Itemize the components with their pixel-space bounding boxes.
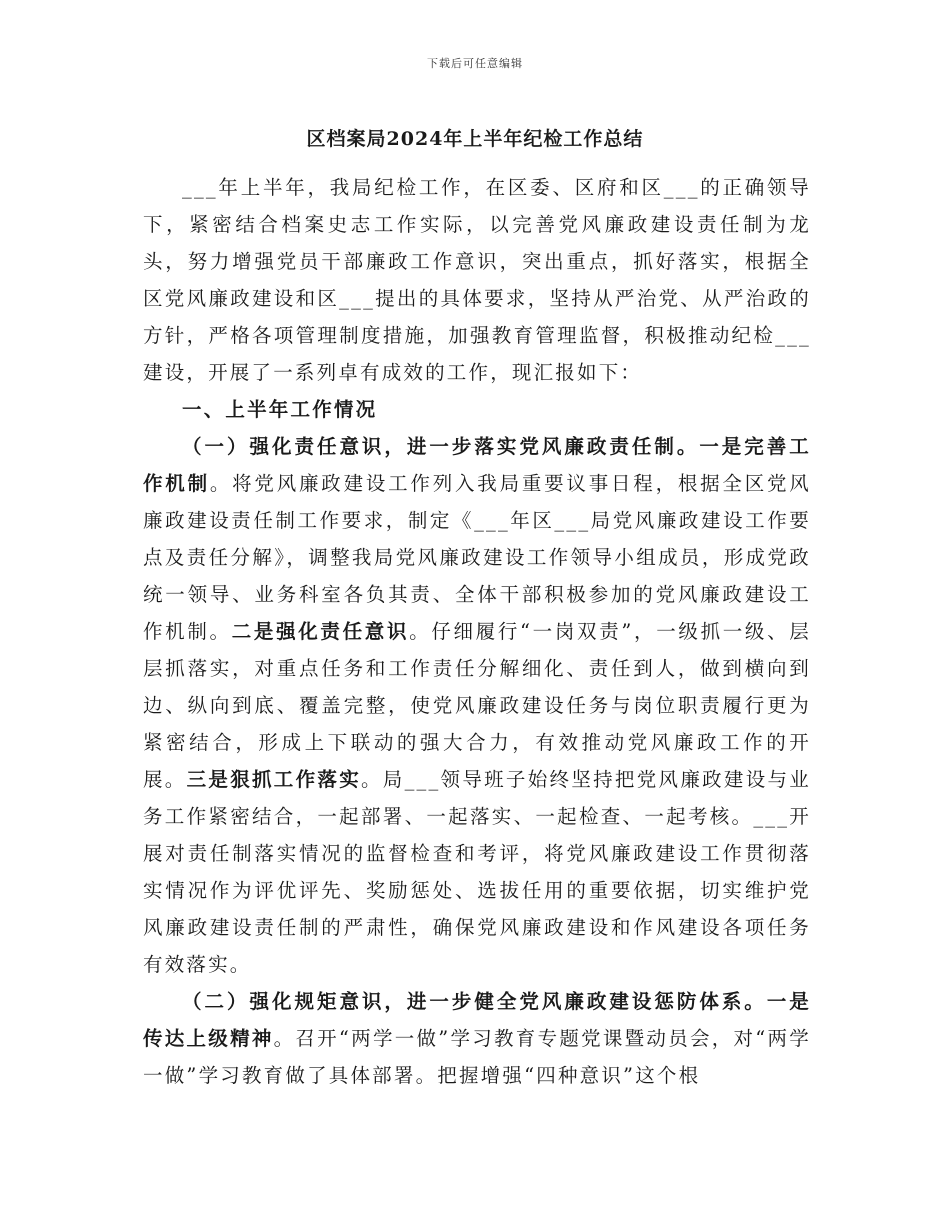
subpoint-heading: 一是完善工作机制 [143, 435, 811, 495]
section-heading [143, 391, 811, 428]
header-note: 下载后可任意编辑 [427, 57, 523, 70]
paragraph-rules [143, 983, 811, 1094]
intro-paragraph: ___年上半年，我局纪检工作，在区委、区府和区___的正确领导下，紧密结合档案史志工作实际，以完善党风廉政建设责任制为龙头，努力增强党员干部廉政工作意识，突出重点，抓好落实，根据全区党风廉政建设和区___提出的具体要求，坚持从严治党、从严治政的方针，严格各项管理制度措施，加强教育管理监督，积极推动纪检___建设，开展了一系列卓有成效的工作，现汇报如下： [143, 176, 811, 384]
paragraph-text: 。将党风廉政建设工作列入我局重要议事日程，根据全区党风廉政建设责任制工作要求，制定《___年区___局党风廉政建设工作要点及责任分解》，调整我局党风廉政建设工作领导小组成员，形成党政统一领导、业务科室各负其责、全体干部积极参加的党风廉政建设工作机制。 [143, 472, 811, 643]
paragraph-heading: （二）强化规矩意识，进一步健全党风廉政建设惩防体系。 [182, 990, 767, 1013]
paragraph-text: 。召开“两学一做”学习教育专题党课暨动员会，对“两学一做”学习教育做了具体部署。把握增强“四种意识”这个根 [143, 1027, 811, 1087]
paragraph-text: 。仔细履行“一岗双责”，一级抓一级、层层抓落实，对重点任务和工作责任分解细化、责任到人，做到横向到边、纵向到底、覆盖完整，使党风廉政建设任务与岗位职责履行更为紧密结合，形成上下联动的强大合力，有效推动党风廉政工作的开展。 [143, 620, 811, 791]
paragraph-responsibility [143, 428, 811, 983]
paragraph-text: 。局___领导班子始终坚持把党风廉政建设与业务工作紧密结合，一起部署、一起落实、一起检查、一起考核。___开展对责任制落实情况的监督检查和考评，将党风廉政建设工作贯彻落实情况作为评优评先、奖励惩处、选拔任用的重要依据，切实维护党风廉政建设责任制的严肃性，确保党风廉政建设和作风建设各项任务有效落实。 [143, 768, 812, 976]
subpoint-heading: 三是狠抓工作落实 [186, 768, 361, 791]
document-body [143, 169, 811, 1094]
subpoint-heading: 二是强化责任意识 [231, 620, 410, 643]
paragraph-heading: （一）强化责任意识，进一步落实党风廉政责任制。 [182, 435, 700, 458]
section-heading-text: 一、上半年工作情况 [182, 398, 378, 421]
subpoint-heading: 一是传达上级精神 [143, 990, 812, 1050]
document-title: 区档案局2024年上半年纪检工作总结 [306, 128, 644, 150]
